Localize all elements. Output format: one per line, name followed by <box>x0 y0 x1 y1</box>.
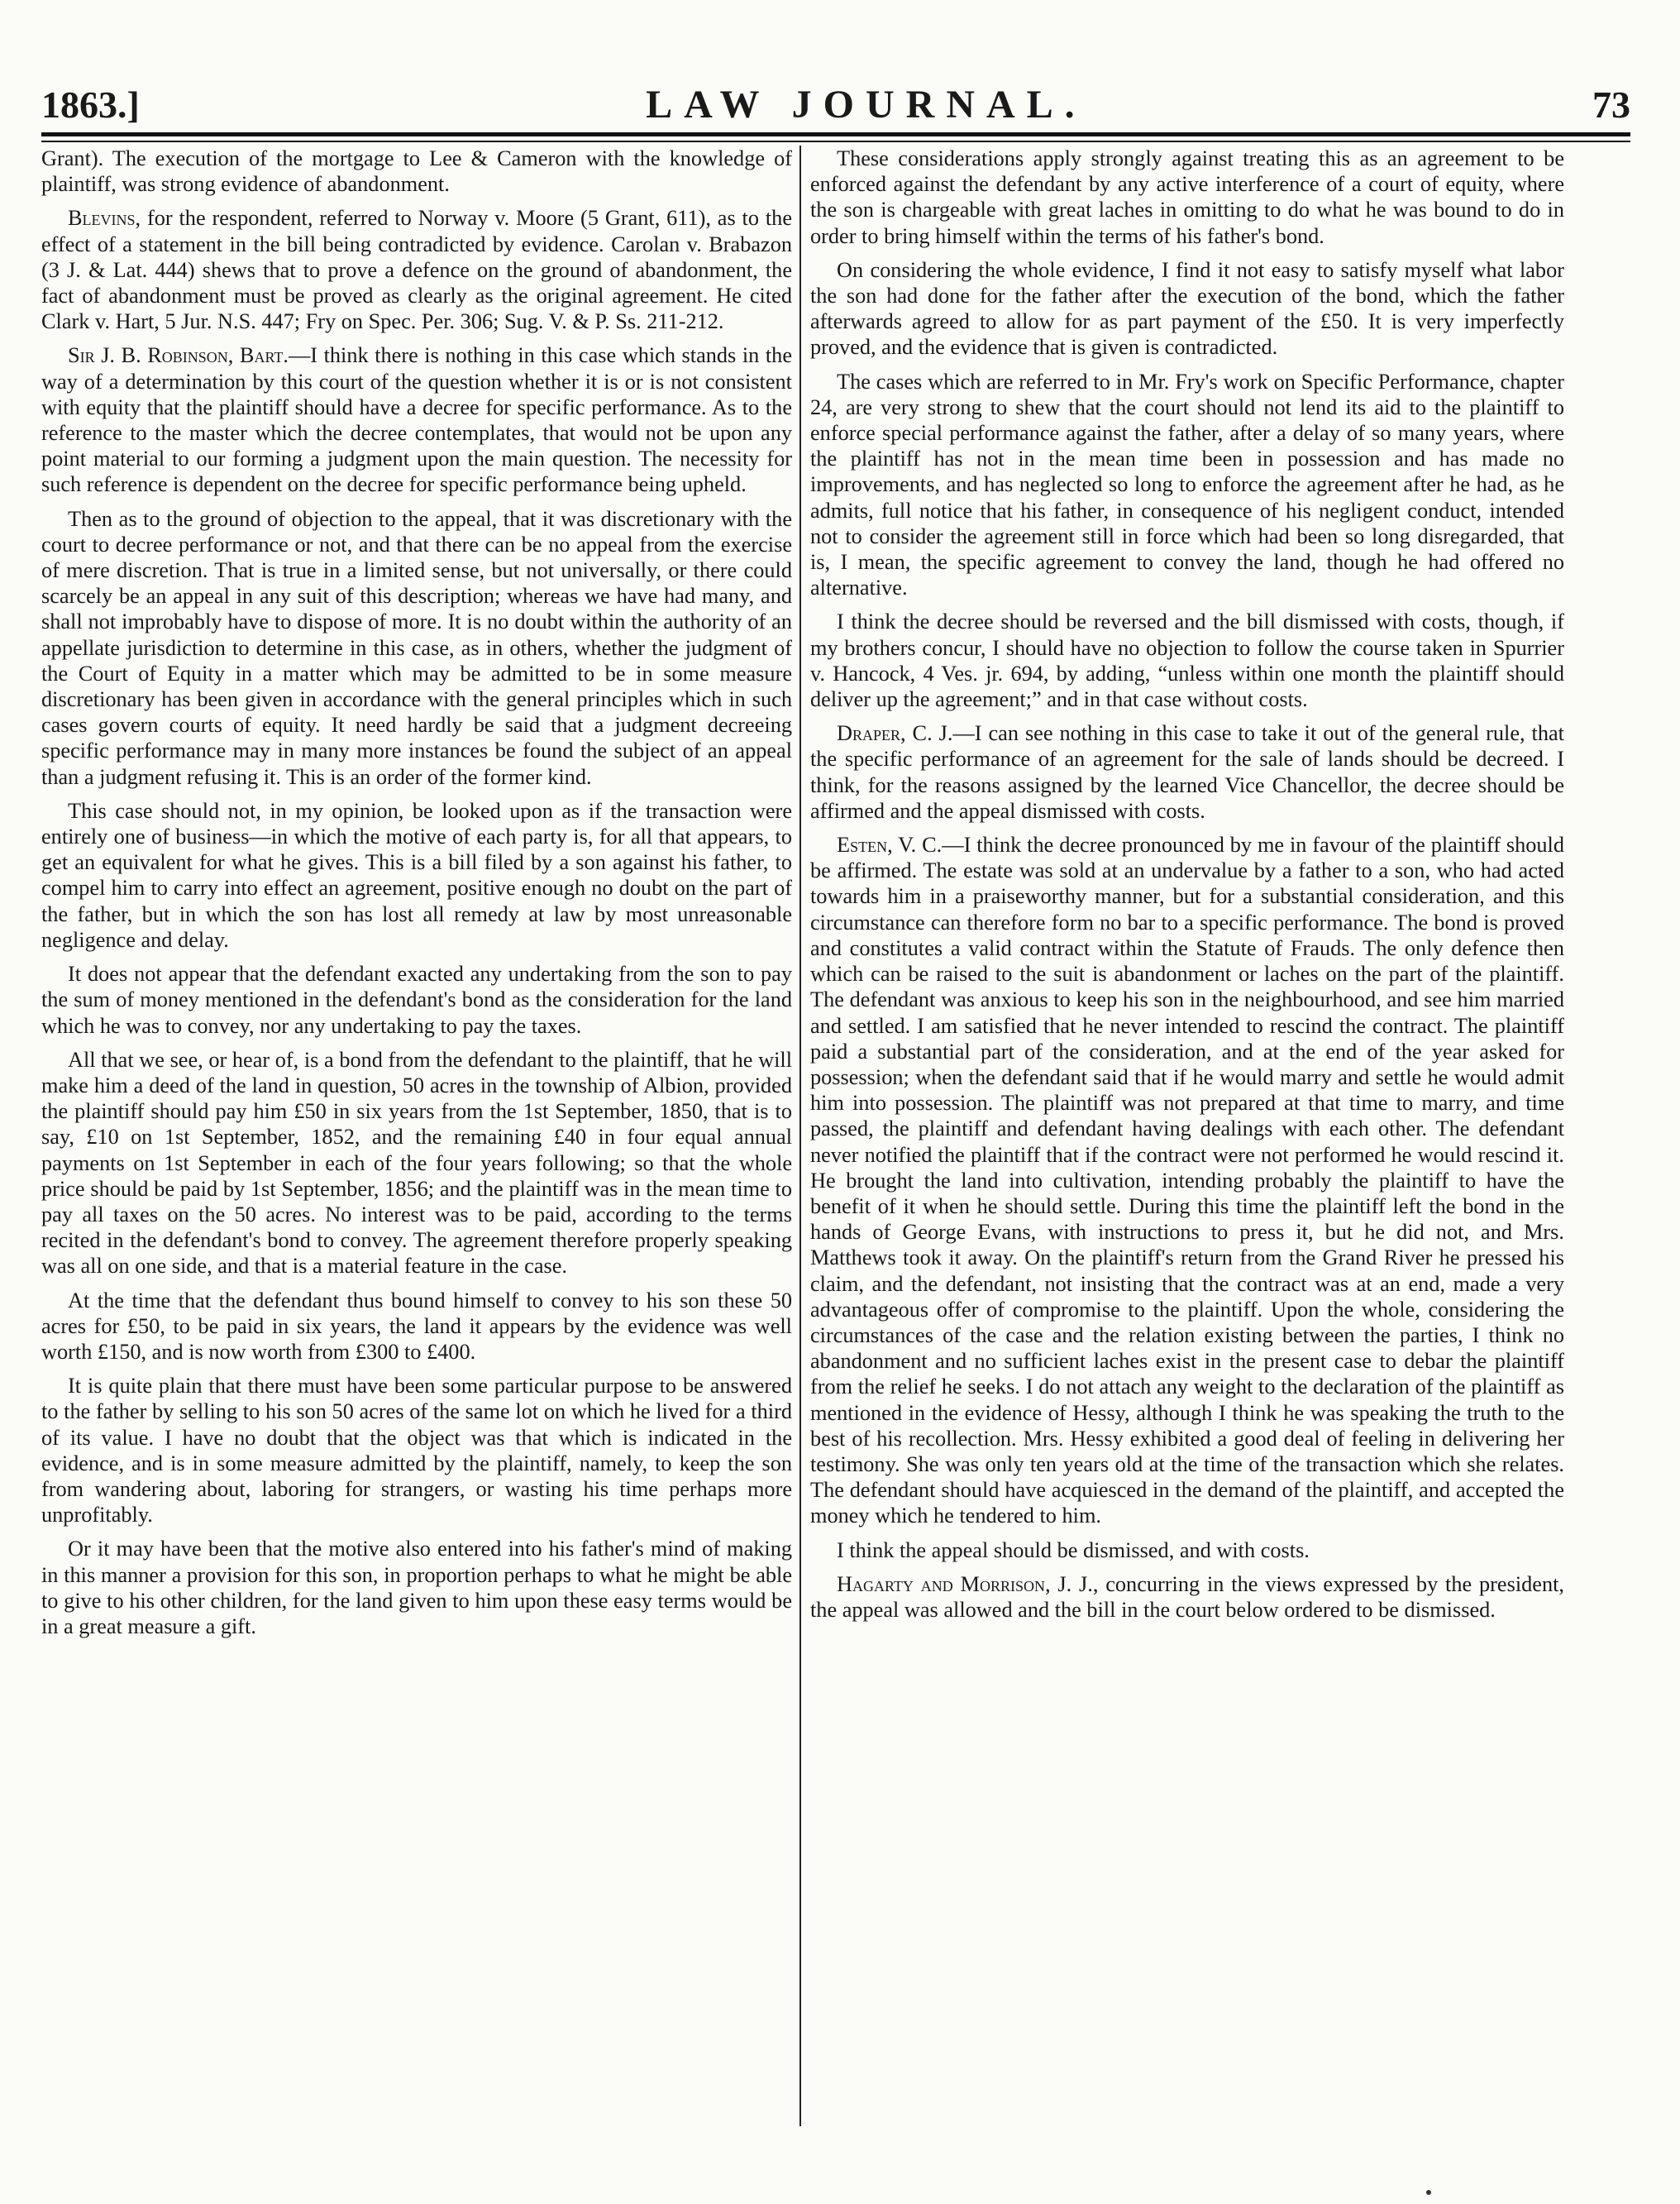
header-rule-thick <box>41 132 1630 136</box>
paragraph <box>810 146 1564 249</box>
printer-mark <box>1426 2190 1431 2195</box>
judge-name: Hagarty and Morrison, J. J., <box>837 1571 1099 1596</box>
paragraph <box>41 506 792 790</box>
paragraph <box>810 720 1564 824</box>
paragraph <box>41 1047 792 1279</box>
judge-name: Sir J. B. Robinson, Bart. <box>68 343 289 368</box>
judge-name: Blevins, <box>68 206 141 231</box>
paragraph <box>41 1288 792 1365</box>
paragraph <box>810 832 1564 1528</box>
paragraph-text: It is quite plain that there must have been some particular purpose to be answered to the father by selling to his son 50 acres of the same lot on which he lived for a third of its value. I have no doubt that the object was that which is indicated in the evidence, and is in some measure admitted by the plaintiff, namely, to keep the son from wandering about, laboring for strangers, or wasting his time perhaps more unprofitably. <box>41 1374 792 1528</box>
judge-name: Esten, V. C. <box>837 833 943 858</box>
right-text-column <box>810 146 1564 2122</box>
paragraph-text: Then as to the ground of objection to the appeal, that it was discretionary with the court to decree performance or not, and that there can be no appeal from the exercise of mere discretion. That is true in a limited sense, but not universally, or there could scarcely be an appeal in any suit of this description; whereas we have had many, and shall not improbably have to dispose of more. It is no doubt within the authority of an appellate jurisdiction to determine in this case, as in others, whether the judgment of the Court of Equity in a matter which may be admitted to be in some measure discretionary has been given in accordance with the general principles which in such cases govern courts of equity. It need hardly be said that a judgment decreeing specific performance may in many more instances be found the subject of an appeal than a judgment refusing it. This is an order of the former kind. <box>41 506 792 789</box>
paragraph <box>41 1373 792 1528</box>
paragraph-text: The cases which are referred to in Mr. Fry's work on Specific Performance, chapter 24, are very strong to shew that the court should not lend its aid to the plaintiff to enforce special performance against the father, after a delay of so many years, where the plaintiff has not in the mean time been in possession and has made no improvements, and has neglected so long to enforce the agreement after he had, as he admits, full notice that his father, in consequence of his negligent conduct, intended not to consider the agreement still in force which had been so long disregarded, that is, I mean, the specific agreement to convey the land, though he had offered no alternative. <box>810 369 1564 600</box>
paragraph <box>41 342 792 497</box>
journal-title: LAW JOURNAL. <box>646 82 1086 127</box>
paragraph-text: I think the decree should be reversed and the bill dismissed with costs, though, if my brothers concur, I should have no objection to follow the course taken in Spurrier v. Hancock, 4 Ves. jr. 694, by adding, “unless within one month the plaintiff should deliver up the agreement;” and in that case without costs. <box>810 610 1564 712</box>
paragraph-text: These considerations apply strongly against treating this as an agreement to be enforced against the defendant by any active interference of a court of equity, where the son is chargeable with great laches in omitting to do what he was bound to do in order to bring himself within the terms of his father's bond. <box>810 146 1564 248</box>
paragraph <box>810 1537 1564 1563</box>
paragraph-text: Grant). The execution of the mortgage to Lee & Cameron with the knowledge of plaintiff, was strong evidence of abandonment. <box>41 146 792 197</box>
judge-name: Draper, C. J. <box>837 721 953 746</box>
paragraph-text: —I can see nothing in this case to take it out of the general rule, that the specific performance of an agreement for the sale of lands should be decreed. I think, for the reasons assigned by the learned Vice Chancellor, the decree should be affirmed and the appeal dismissed with costs. <box>810 721 1564 823</box>
paragraph <box>41 798 792 953</box>
running-header <box>41 79 1630 129</box>
paragraph-text: This case should not, in my opinion, be looked upon as if the transaction were entirely one of business—in which the motive of each party is, for all that appears, to get an equivalent for what he gives. This is a bill filed by a son against his father, to compel him to carry into effect an agreement, positive enough no doubt on the part of the father, but in which the son has lost all remedy at law by most unreasonable negligence and delay. <box>41 798 792 952</box>
paragraph-text: It does not appear that the defendant exacted any undertaking from the son to pay the sum of money mentioned in the defendant's bond as the consideration for the land which he was to convey, nor any undertaking to pay the taxes. <box>41 962 792 1038</box>
header-rule-thin <box>41 141 1630 142</box>
paragraph <box>810 369 1564 601</box>
paragraph <box>41 205 792 334</box>
paragraph <box>810 1571 1564 1623</box>
header-year: 1863.] <box>41 83 140 126</box>
paragraph-text: for the respondent, referred to Norway v. Moore (5 Grant, 611), as to the effect of a statement in the bill being contradicted by evidence. Carolan v. Brabazon (3 J. & Lat. 444) shews that to prove a defence on the ground of abandonment, the fact of abandonment must be proved as clearly as the original agreement. He cited Clark v. Hart, 5 Jur. N.S. 447; Fry on Spec. Per. 306; Sug. V. & P. Ss. 211-212. <box>41 206 792 334</box>
paragraph-text: At the time that the defendant thus bound himself to convey to his son these 50 acres for £50, to be paid in six years, the land it appears by the evidence was well worth £150, and is now worth from £300 to £400. <box>41 1288 792 1364</box>
paragraph-text: —I think there is nothing in this case which stands in the way of a determination by this court of the question whether it is or is not consistent with equity that the plaintiff should have a decree for specific performance. As to the reference to the master which the decree contemplates, that would not be upon any point material to our forming a judgment upon the main question. The necessity for such reference is dependent on the decree for specific performance being upheld. <box>41 343 792 497</box>
paragraph <box>41 961 792 1039</box>
paragraph-text: Or it may have been that the motive also entered into his father's mind of making in this manner a provision for this son, in proportion perhaps to what he might be able to give to his other children, for the land given to him upon these easy terms would be in a great measure a gift. <box>41 1537 792 1638</box>
paragraph <box>810 257 1564 361</box>
paragraph-text: concurring in the views expressed by the president, the appeal was allowed and the bill in the court below ordered to be dismissed. <box>810 1571 1564 1622</box>
column-divider <box>799 146 801 2126</box>
paragraph-text: On considering the whole evidence, I find it not easy to satisfy myself what labor the son had done for the father after the execution of the bond, which the father afterwards agreed to allow for as part payment of the £50. It is very imperfectly proved, and the evidence that is given is contradicted. <box>810 257 1564 360</box>
paragraph <box>41 146 792 197</box>
page-number: 73 <box>1592 83 1630 126</box>
paragraph-text: —I think the decree pronounced by me in favour of the plaintiff should be affirmed. The estate was sold at an undervalue by a father to a son, who had acted towards him in a praiseworthy manner, but for a substantial consideration, and this circumstance can therefore form no bar to a specific performance. The bond is proved and constitutes a valid contract within the Statute of Frauds. The only defence then which can be raised to the suit is abandonment or laches on the part of the plaintiff. The defendant was anxious to keep his son in the neighbourhood, and see him married and settled. I am satisfied that he never intended to rescind the contract. The plaintiff paid a substantial part of the consideration, and at the end of the year asked for possession; when the defendant said that if he would marry and settle he would admit him into possession. The plaintiff was not prepared at that time to marry, and time passed, the plaintiff and defendant having dealings with each other. The defendant never notified the plaintiff that if the contract were not performed he would rescind it. He brought the land into cultivation, intending probably the plaintiff to have the benefit of it when he should settle. During this time the plaintiff left the bond in the hands of George Evans, with instructions to press it, but he did not, and Mrs. Matthews took it away. On the plaintiff's return from the Grand River he pressed his claim, and the defendant, not insisting that the contract was at an end, made a very advantageous offer of compromise to the plaintiff. Upon the whole, considering the circumstances of the case and the relation existing between the parties, I think no abandonment and no sufficient laches exist in the present case to debar the plaintiff from the relief he seeks. I do not attach any weight to the declaration of the plaintiff as mentioned in the evidence of Hessy, although I think he was speaking the truth to the best of his recollection. Mrs. Hessy exhibited a good deal of feeling in delivering her testimony. She was only ten years old at the time of the transaction which she relates. The defendant should have acquiesced in the demand of the plaintiff, and accepted the money which he tendered to him. <box>810 833 1564 1528</box>
left-text-column <box>41 146 792 2122</box>
paragraph-text: I think the appeal should be dismissed, and with costs. <box>837 1537 1310 1562</box>
paragraph <box>41 1536 792 1639</box>
paragraph-text: All that we see, or hear of, is a bond from the defendant to the plaintiff, that he will make him a deed of the land in question, 50 acres in the township of Albion, provided the plaintiff should pay him £50 in six years from the 1st September, 1850, that is to say, £10 on 1st September, 1852, and the remaining £40 in four equal annual payments on 1st September in each of the four years following; so that the whole price should be paid by 1st September, 1856; and the plaintiff was in the mean time to pay all taxes on the 50 acres. No interest was to be paid, according to the terms recited in the defendant's bond to convey. The agreement therefore properly speaking was all on one side, and that is a material feature in the case. <box>41 1047 792 1279</box>
paragraph <box>810 609 1564 712</box>
